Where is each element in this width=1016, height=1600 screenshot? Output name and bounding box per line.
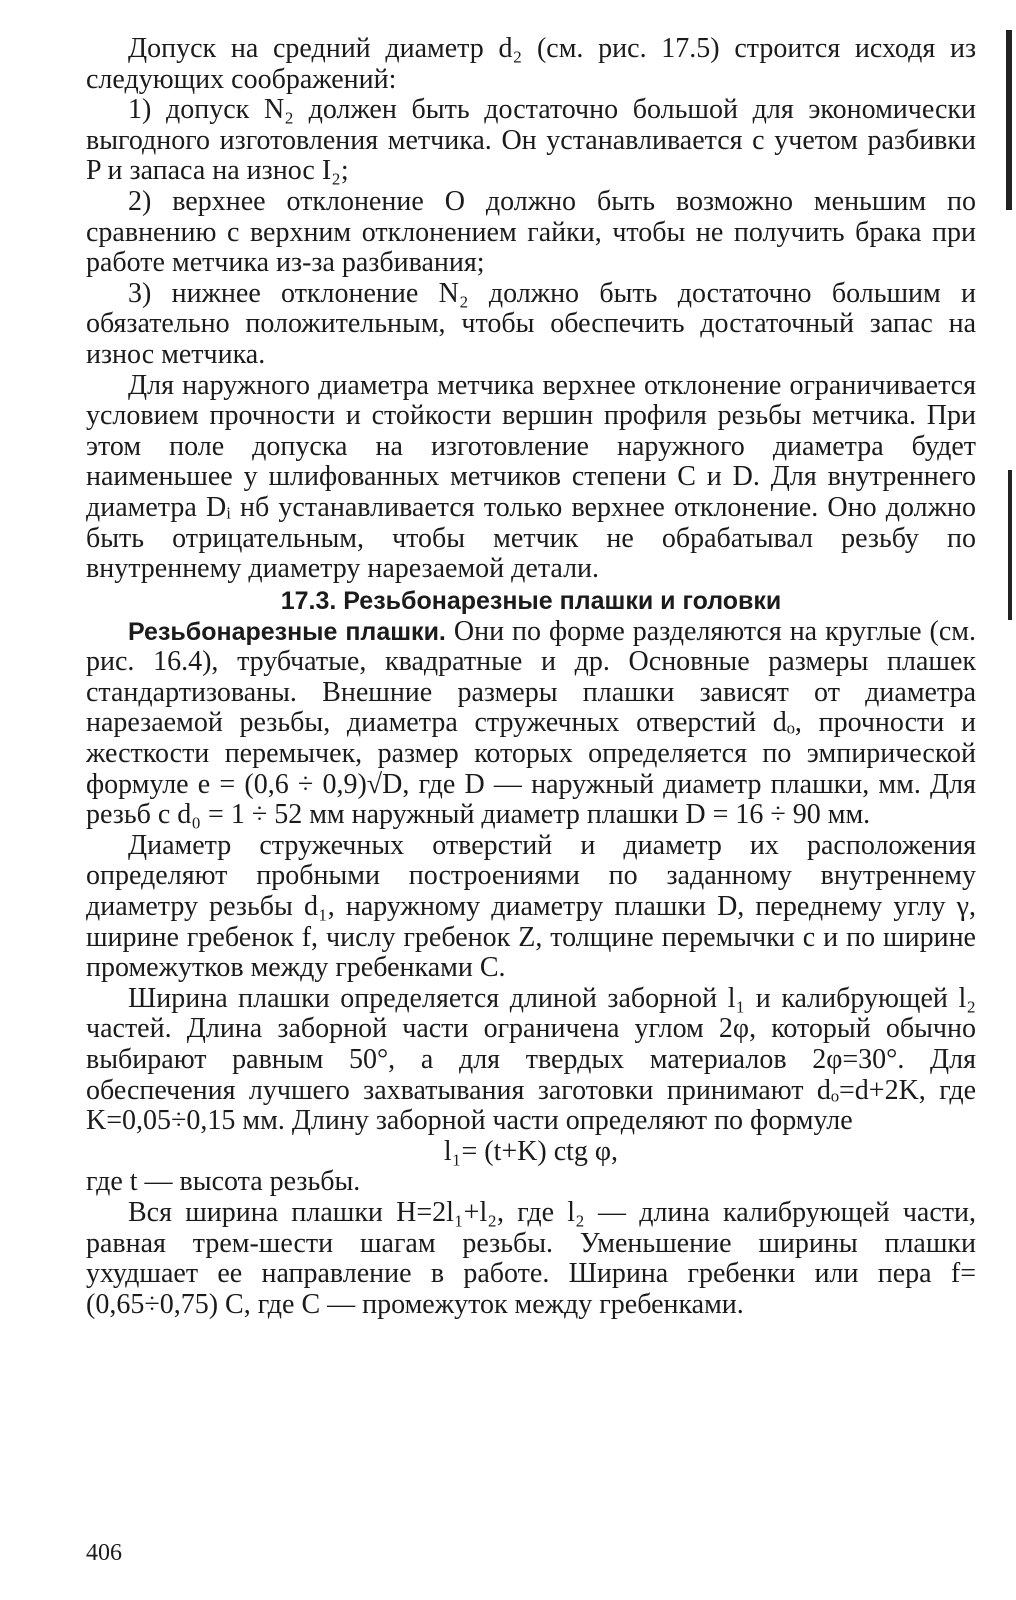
- scan-edge-shadow: [1008, 470, 1012, 620]
- list-item: 2) верхнее отклонение O должно быть возможно меньшим по сравнению с верхним отклонением гайки, чтобы не получить брака при работе метчика из-за разбивания;: [86, 185, 976, 279]
- scan-edge-shadow: [1006, 30, 1012, 210]
- run-in-heading: Резьбонарезные плашки.: [128, 617, 446, 646]
- conditions-list: [86, 95, 976, 370]
- paragraph-tolerance-intro: Допуск на средний диаметр d₂ (см. рис. 17.5) строится исходя из следующих соображений:: [86, 33, 976, 95]
- paragraph-dies: [86, 617, 976, 831]
- page-body: [86, 34, 976, 1320]
- list-item: 1) допуск N₂ должен быть достаточно большой для экономически выгодного изготовления метчика. Он устанавливается с учетом разбивки P и запаса на износ I₂;: [86, 94, 976, 187]
- list-item: 3) нижнее отклонение N₂ должно быть достаточно большим и обязательно положительным, чтобы обеспечить достаточный запас на износ метчика.: [86, 277, 976, 370]
- paragraph-dies-text: Они по форме разделяются на круглые (см. рис. 16.4), трубчатые, квадратные и др. Основные размеры плашек стандартизованы. Внешние размеры плашки зависят от диаметра нарезаемой резьбы, диаметра стружечных отверстий dₒ, прочности и жесткости перемычек, размер которых определяется по эмпирической формуле e = (0,6 ÷ 0,9)√D, где D — наружный диаметр плашки, мм. Для резьб с d₀ = 1 ÷ 52 мм наружный диаметр плашки D = 16 ÷ 90 мм.: [86, 615, 977, 831]
- paragraph-formula-note: где t — высота резьбы.: [86, 1166, 361, 1198]
- section-title: 17.3. Резьбонарезные плашки и головки: [280, 586, 782, 615]
- page-number: 406: [86, 1540, 122, 1566]
- formula: l₁= (t+K) ctg φ,: [443, 1135, 619, 1167]
- paragraph-outer-diameter: Для наружного диаметра метчика верхнее отклонение ограничивается условием прочности и стойкости вершин профиля резьбы метчика. При этом поле допуска на изготовление наружного диаметра будет наименьшее у шлифованных метчиков степени C и D. Для внутреннего диаметра Dᵢ нб устанавливается только верхнее отклонение. Оно должно быть отрицательным, чтобы метчик не обрабатывал резьбу по внутреннему диаметру нарезаемой детали.: [86, 369, 976, 585]
- paragraph-die-width: Ширина плашки определяется длиной заборной l₁ и калибрующей l₂ частей. Длина заборной части ограничена углом 2φ, который обычно выбирают равным 50°, а для твердых материалов 2φ=30°. Для обеспечения лучшего захватывания заготовки принимают dₒ=d+2K, где K=0,05÷0,15 мм. Длину заборной части определяют по формуле: [86, 982, 976, 1137]
- paragraph-chip-holes: Диаметр стружечных отверстий и диаметр их расположения определяют пробными построениями по заданному внутреннему диаметру резьбы d₁, наружному диаметру плашки D, переднему углу γ, ширине гребенок f, числу гребенок Z, толщине перемычки c и по ширине промежутков между гребенками C.: [86, 829, 976, 984]
- paragraph-total-width: Вся ширина плашки H=2l₁+l₂, где l₂ — длина калибрующей части, равная трем-шести шагам резьбы. Уменьшение ширины плашки ухудшает ее направление в работе. Ширина гребенки или пера f= (0,65÷0,75) C, где C — промежуток между гребенками.: [86, 1196, 976, 1320]
